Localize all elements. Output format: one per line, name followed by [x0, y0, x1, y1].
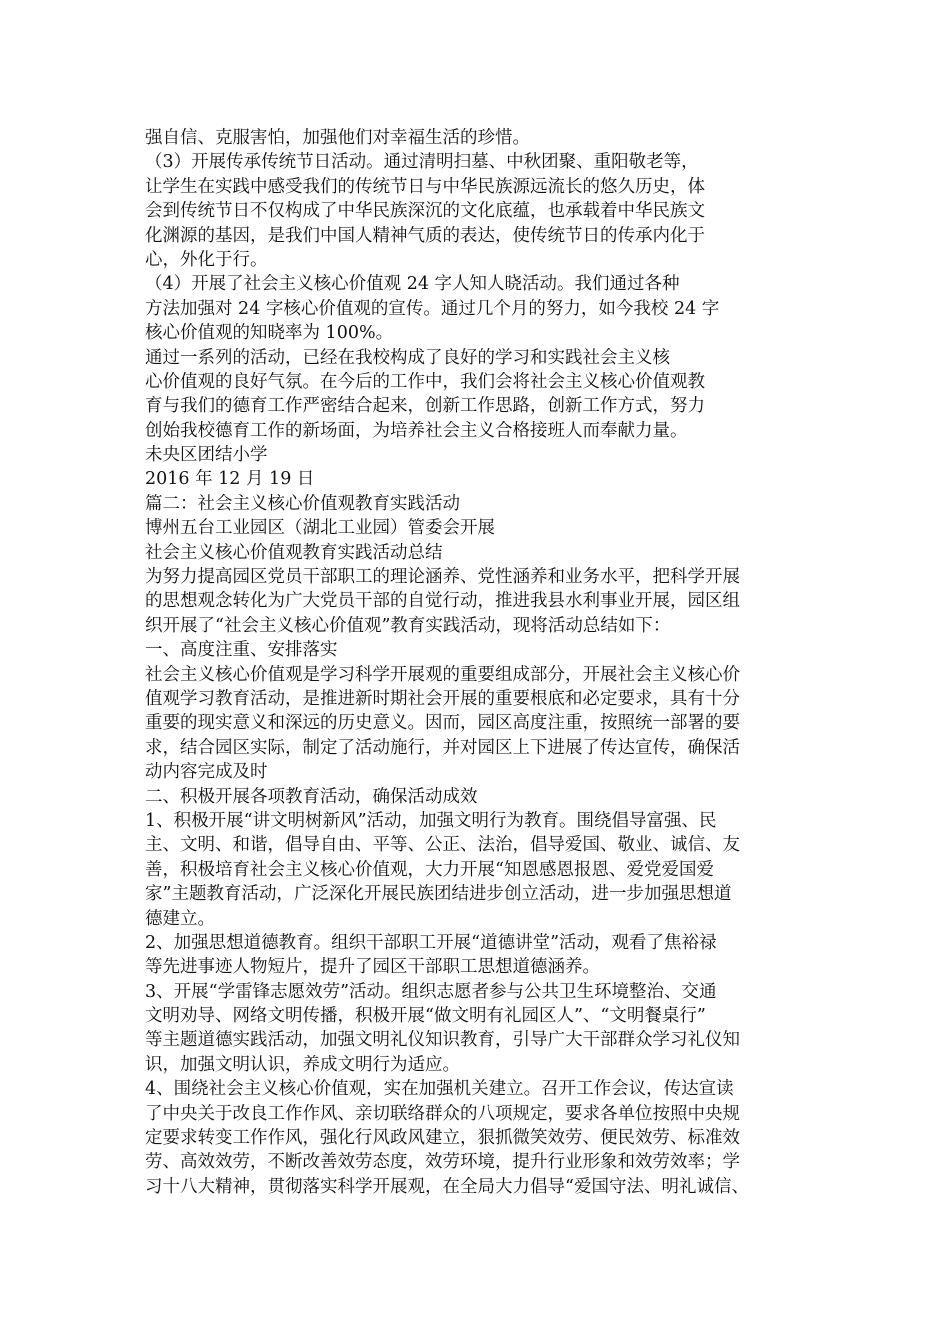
text-line: 习十八大精神，贯彻落实科学开展观，在全局大力倡导“爱国守法、明礼诚信、 — [145, 1176, 749, 1197]
text-line: 的思想观念转化为广大党员干部的自觉行动，推进我县水利事业开展，园区组 — [145, 591, 740, 612]
text-line: 二、积极开展各项教育活动，确保活动成效 — [145, 786, 478, 807]
text-line: 德建立。 — [145, 908, 215, 929]
text-line: 社会主义核心价值观教育实践活动总结 — [145, 542, 443, 563]
text-line: （4）开展了社会主义核心价值观 24 字人知人晓活动。我们通过各种 — [145, 274, 680, 295]
text-line: 心价值观的良好气氛。在今后的工作中，我们会将社会主义核心价值观教 — [145, 371, 705, 392]
text-line: 方法加强对 24 字核心价值观的宣传。通过几个月的努力，如今我校 24 字 — [145, 298, 720, 319]
text-line: 一、高度注重、安排落实 — [145, 640, 338, 661]
text-line: 未央区团结小学 — [145, 445, 268, 466]
text-line: 劳、高效效劳，不断改善效劳态度，效劳环境，提升行业形象和效劳效率；学 — [145, 1152, 740, 1173]
text-line: 2、加强思想道德教育。组织干部职工开展“道德讲堂”活动，观看了焦裕禄 — [145, 932, 717, 953]
text-line: 识，加强文明认识，养成文明行为适应。 — [145, 1054, 460, 1075]
text-line: 织开展了“社会主义核心价值观”教育实践活动，现将活动总结如下： — [145, 615, 671, 636]
text-line: 2016 年 12 月 19 日 — [145, 469, 315, 490]
text-line: 等先进事迹人物短片，提升了园区干部职工思想道德涵养。 — [145, 957, 600, 978]
text-line: 社会主义核心价值观是学习科学开展观的重要组成部分，开展社会主义核心价 — [145, 664, 740, 685]
text-line: 求，结合园区实际，制定了活动施行，并对园区上下进展了传达宣传，确保活 — [145, 737, 740, 758]
text-line: 博州五台工业园区（湖北工业园）管委会开展 — [145, 518, 495, 539]
text-line: 定要求转变工作作风，强化行风政风建立，狠抓微笑效劳、便民效劳、标准效 — [145, 1128, 740, 1149]
text-line: （3）开展传承传统节日活动。通过清明扫墓、中秋团聚、重阳敬老等， — [145, 152, 699, 173]
text-line: 3、开展“学雷锋志愿效劳”活动。组织志愿者参与公共卫生环境整治、交通 — [145, 981, 717, 1002]
text-line: 家”主题教育活动，广泛深化开展民族团结进步创立活动，进一步加强思想道 — [145, 884, 732, 905]
text-line: 化渊源的基因，是我们中国人精神气质的表达，使传统节日的传承内化于 — [145, 225, 705, 246]
text-line: 为努力提高园区党员干部职工的理论涵养、党性涵养和业务水平，把科学开展 — [145, 567, 740, 588]
text-line: 4、围绕社会主义核心价值观，实在加强机关建立。召开工作会议，传达宣读 — [145, 1079, 734, 1100]
text-line: 篇二：社会主义核心价值观教育实践活动 — [145, 493, 460, 514]
text-line: 重要的现实意义和深远的历史意义。因而，园区高度注重，按照统一部署的要 — [145, 713, 740, 734]
text-line: 1、积极开展“讲文明树新风”活动，加强文明行为教育。围绕倡导富强、民 — [145, 810, 717, 831]
text-line: 值观学习教育活动，是推进新时期社会开展的重要根底和必定要求，具有十分 — [145, 688, 740, 709]
text-line: 育与我们的德育工作严密结合起来，创新工作思路，创新工作方式，努力 — [145, 396, 705, 417]
text-line: 核心价值观的知晓率为 100%。 — [145, 323, 394, 344]
text-line: 会到传统节日不仅构成了中华民族深沉的文化底蕴，也承载着中华民族文 — [145, 201, 705, 222]
text-line: 心，外化于行。 — [145, 249, 268, 270]
text-line: 等主题道德实践活动，加强文明礼仪知识教育，引导广大干部群众学习礼仪知 — [145, 1030, 740, 1051]
text-line: 了中央关于改良工作作风、亲切联络群众的八项规定，要求各单位按照中央规 — [145, 1103, 740, 1124]
text-line: 通过一系列的活动，已经在我校构成了良好的学习和实践社会主义核 — [145, 347, 670, 368]
text-line: 文明劝导、网络文明传播，积极开展“做文明有礼园区人”、“文明餐桌行” — [145, 1006, 706, 1027]
document-body — [145, 126, 815, 1199]
text-line: 强自信、克服害怕，加强他们对幸福生活的珍惜。 — [145, 128, 530, 148]
text-line: 善，积极培育社会主义核心价值观，大力开展“知恩感恩报恩、爱党爱国爱 — [145, 859, 714, 880]
text-line: 创始我校德育工作的新场面，为培养社会主义合格接班人而奉献力量。 — [145, 420, 688, 441]
text-line: 主、文明、和谐，倡导自由、平等、公正、法治，倡导爱国、敬业、诚信、友 — [145, 835, 740, 856]
text-line: 动内容完成及时 — [145, 762, 268, 783]
text-line: 让学生在实践中感受我们的传统节日与中华民族源远流长的悠久历史，体 — [145, 176, 705, 197]
